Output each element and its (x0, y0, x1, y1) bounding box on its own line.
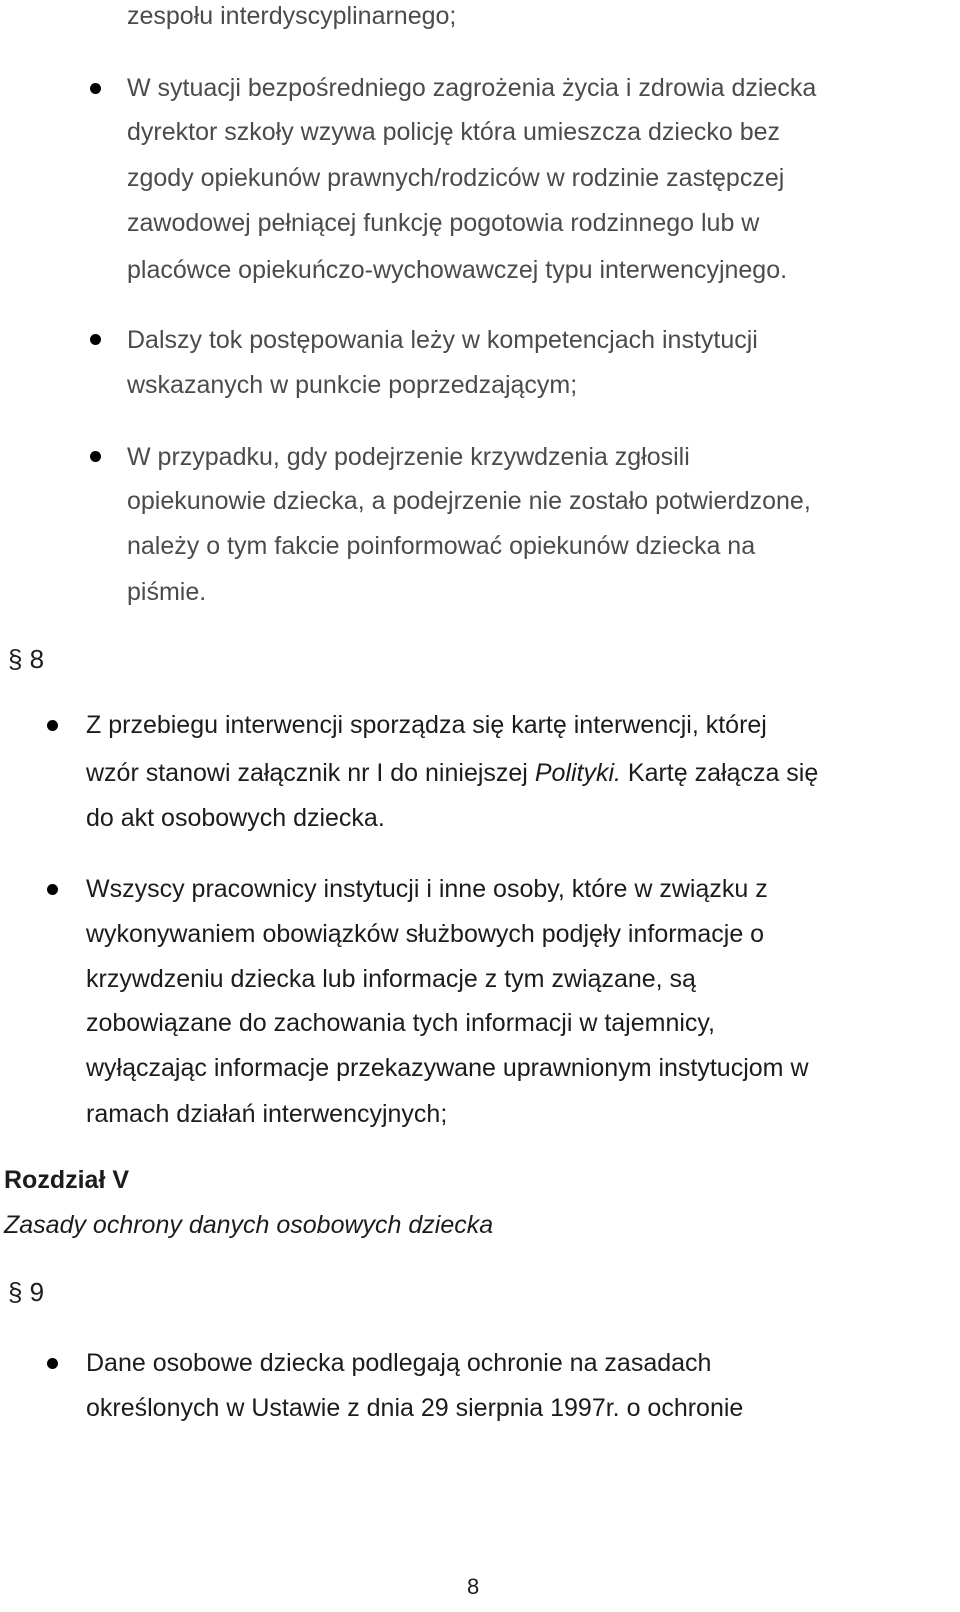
paragraph-line: ramach działań interwencyjnych; (86, 1100, 448, 1128)
paragraph-line: krzywdzeniu dziecka lub informacje z tym związane, są (86, 965, 696, 993)
paragraph-line: Z przebiegu interwencji sporządza się kartę interwencji, której (86, 711, 767, 739)
paragraph-line: wykonywaniem obowiązków służbowych podjęły informacje o (86, 920, 765, 948)
continued-text: zespołu interdyscyplinarnego; (127, 2, 457, 30)
paragraph-line: piśmie. (127, 578, 207, 606)
paragraph-line: Dalszy tok postępowania leży w kompetencjach instytucji (127, 326, 758, 354)
section-heading: § 8 (8, 644, 45, 674)
paragraph-line: dyrektor szkoły wzywa policję która umieszcza dziecko bez (127, 118, 781, 146)
paragraph-text: Kartę załącza się (620, 759, 819, 787)
bullet-icon (47, 884, 58, 895)
paragraph-line: Wszyscy pracownicy instytucji i inne osoby, które w związku z (86, 875, 768, 903)
bullet-icon (47, 720, 58, 731)
paragraph-line: do akt osobowych dziecka. (86, 804, 385, 832)
emphasized-text: Polityki. (534, 759, 621, 787)
chapter-subtitle: Zasady ochrony danych osobowych dziecka (4, 1211, 494, 1239)
paragraph-line: placówce opiekuńczo-wychowawczej typu interwencyjnego. (127, 256, 788, 284)
paragraph-text: wzór stanowi załącznik nr I do niniejszej (86, 759, 535, 787)
bullet-icon (90, 334, 101, 345)
paragraph-line: wskazanych w punkcie poprzedzającym; (127, 371, 578, 399)
page-number: 8 (467, 1574, 480, 1599)
paragraph-line (86, 751, 818, 795)
paragraph-line: określonych w Ustawie z dnia 29 sierpnia 1997r. o ochronie (86, 1394, 744, 1422)
paragraph-line: W przypadku, gdy podejrzenie krzywdzenia zgłosili (127, 443, 690, 471)
paragraph-line: należy o tym fakcie poinformować opiekunów dziecka na (127, 532, 756, 560)
paragraph-line: opiekunowie dziecka, a podejrzenie nie zostało potwierdzone, (127, 487, 811, 515)
paragraph-line: W sytuacji bezpośredniego zagrożenia życia i zdrowia dziecka (127, 74, 817, 102)
section-heading: § 9 (8, 1277, 45, 1307)
bullet-icon (90, 451, 101, 462)
bullet-icon (47, 1358, 58, 1369)
paragraph-line: zawodowej pełniącej funkcję pogotowia rodzinnego lub w (127, 209, 760, 237)
paragraph-line: wyłączając informacje przekazywane uprawnionym instytucjom w (86, 1054, 809, 1082)
chapter-title: Rozdział V (4, 1166, 130, 1194)
paragraph-line: zgody opiekunów prawnych/rodziców w rodzinie zastępczej (127, 164, 785, 192)
paragraph-line: zobowiązane do zachowania tych informacji w tajemnicy, (86, 1009, 716, 1037)
bullet-icon (90, 83, 101, 94)
paragraph-line: Dane osobowe dziecka podlegają ochronie na zasadach (86, 1349, 712, 1377)
